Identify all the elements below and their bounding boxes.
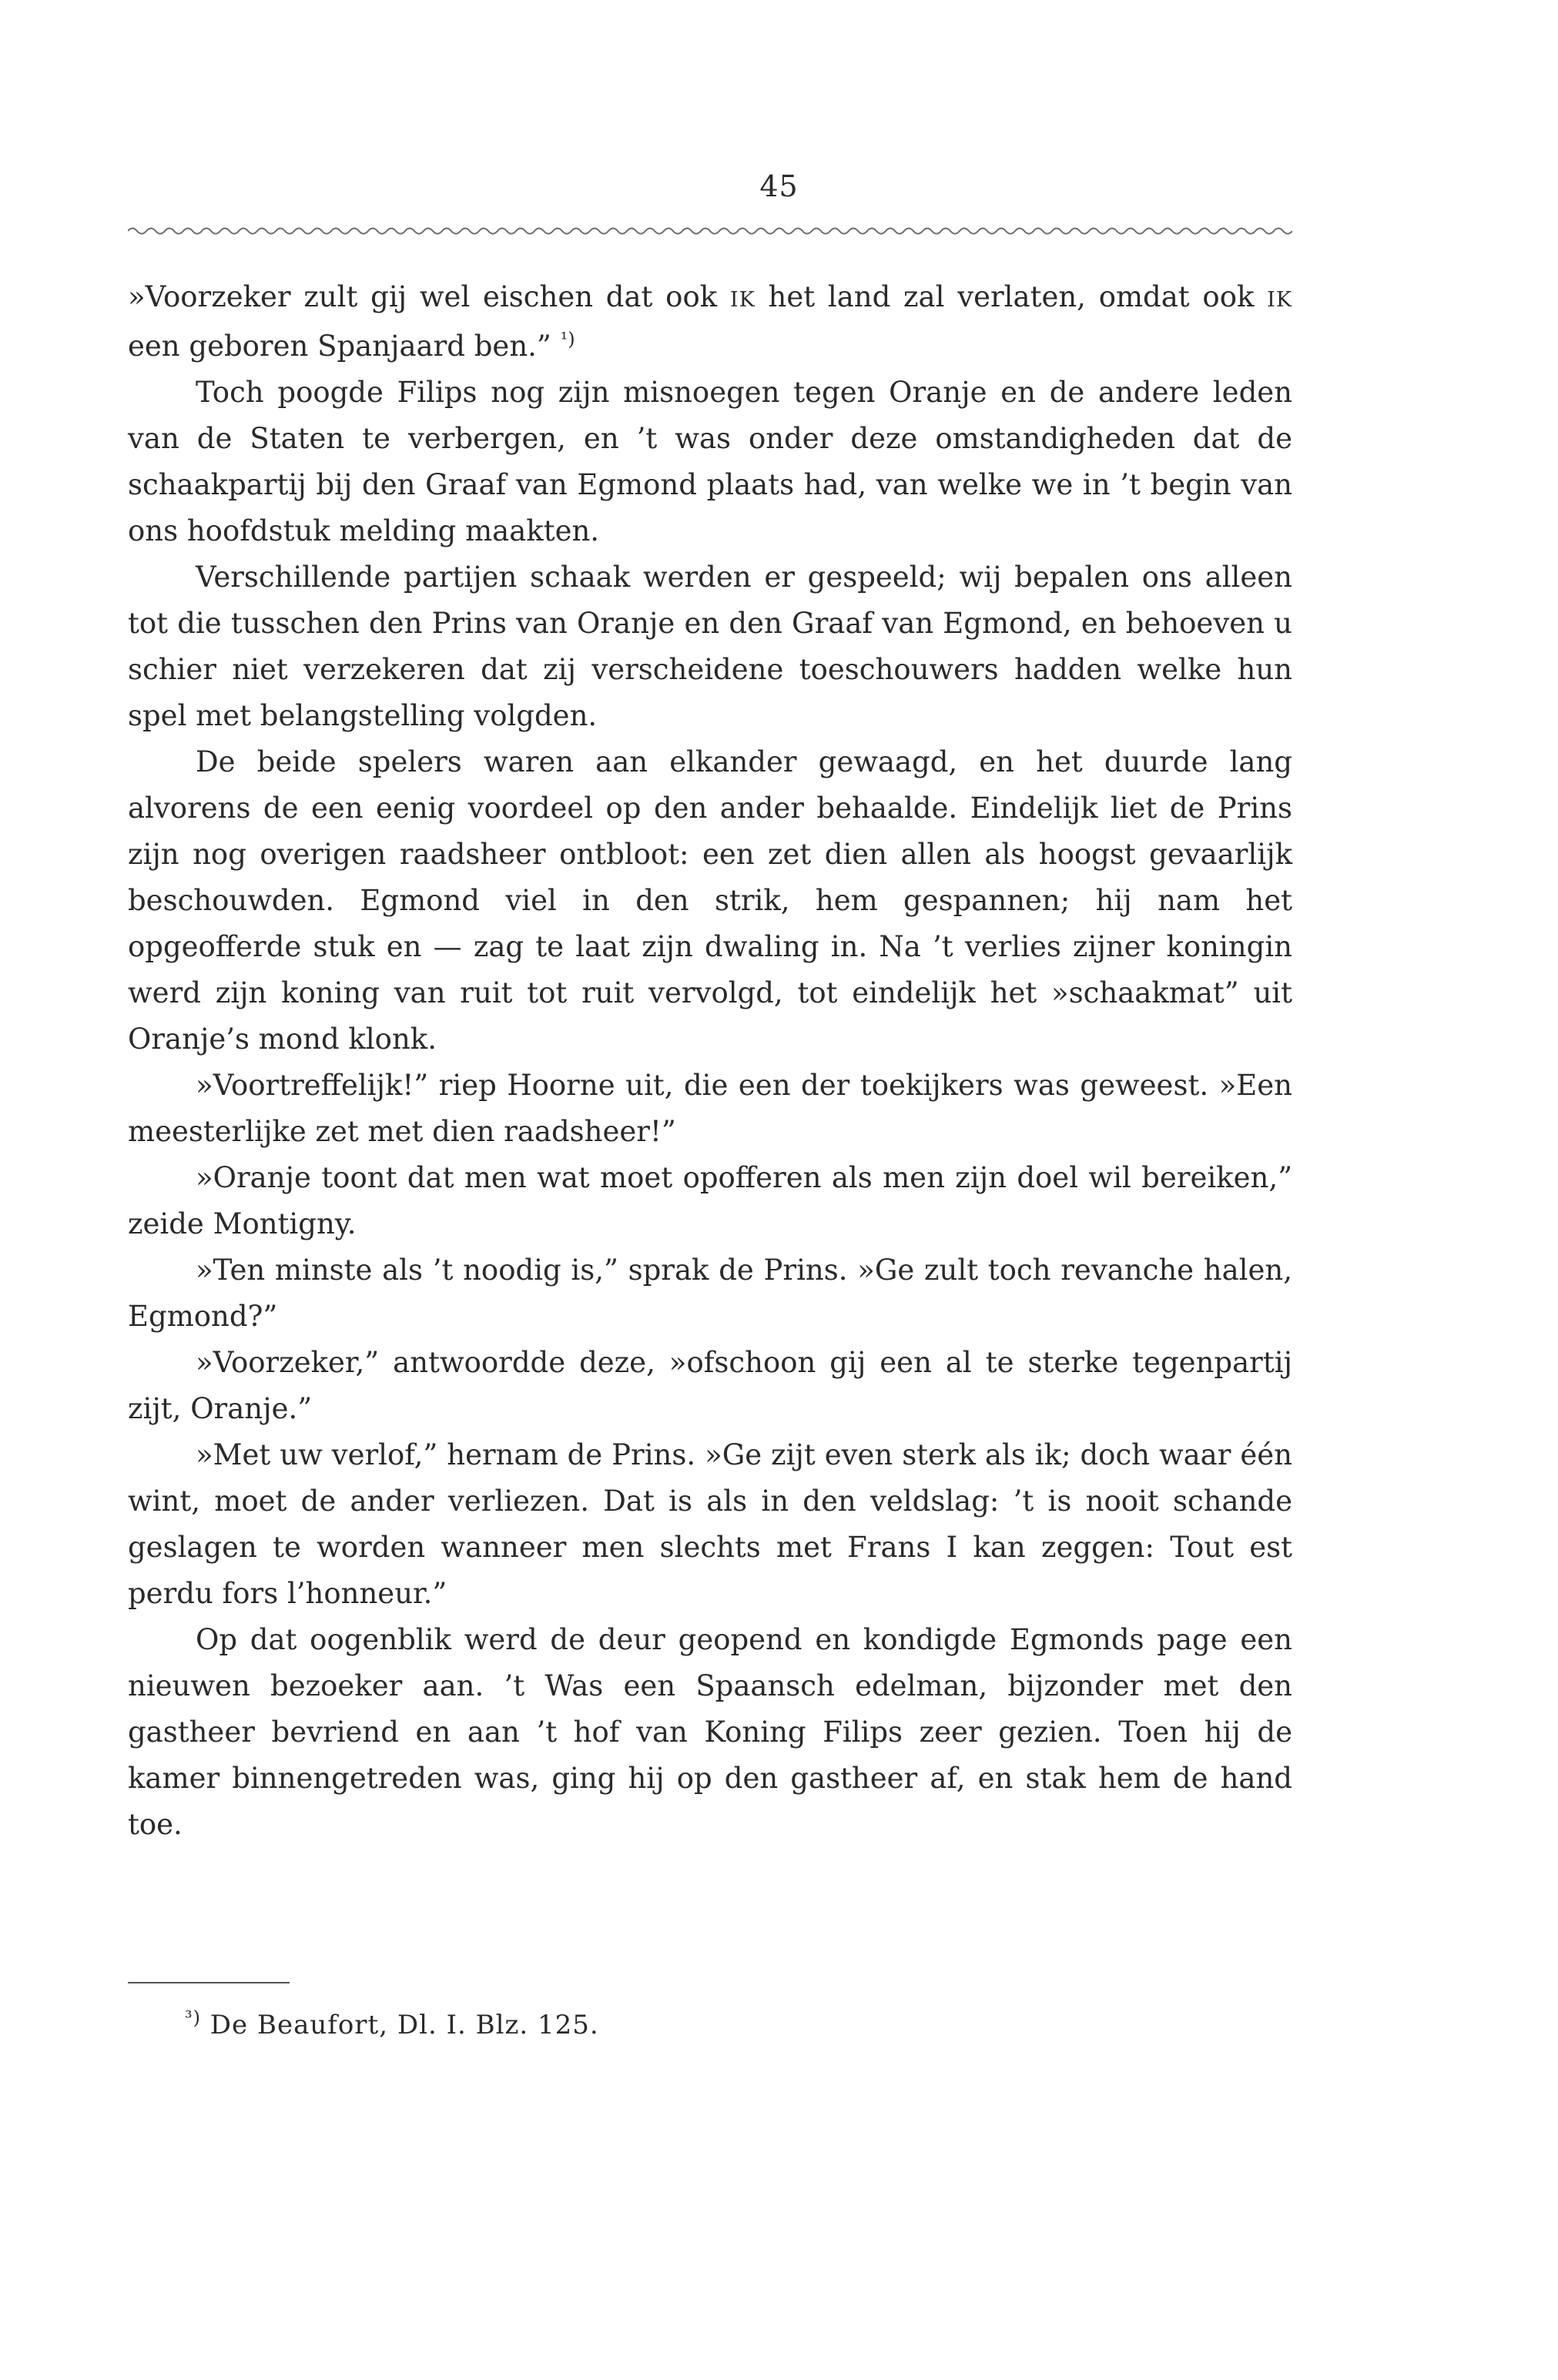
footnote-text: De Beaufort, Dl. I. Blz. 125.: [200, 2010, 599, 2040]
footnote-marker: ³): [185, 2007, 201, 2029]
paragraph: »Voorzeker,” antwoordde deze, »ofschoon gij een al te sterke tegenpartij zijt, Oranje.”: [128, 1346, 1292, 1425]
decorative-wavy-rule: [128, 223, 1292, 239]
paragraph: »Ten minste als ’t noodig is,” sprak de Prins. »Ge zult toch revanche halen, Egmond?”: [128, 1254, 1292, 1333]
paragraph: Op dat oogenblik werd de deur geopend en kondigde Egmonds page een nieuwen bezoeker aan. ’t Was een Spaansch edelman, bijzonder met den gastheer bevriend en aan ’t hof van Koning Filips zeer gezien. Toen hij de kamer binnengetreden was, ging hij op den gastheer af, en stak hem de hand toe.: [128, 1623, 1292, 1841]
body-text: [128, 274, 1292, 1848]
page-number: 45: [759, 169, 799, 203]
paragraph: Verschillende partijen schaak werden er gespeeld; wij bepalen ons alleen tot die tusschen den Prins van Oranje en den Graaf van Egmond, en behoeven u schier niet verzekeren dat zij verscheidene toeschouwers hadden welke hun spel met belangstelling volgden.: [128, 561, 1292, 732]
paragraph: »Oranje toont dat men wat moet opofferen als men zijn doel wil bereiken,” zeide Montigny.: [128, 1161, 1292, 1240]
footnote-reference: ¹): [560, 328, 575, 350]
paragraph: Toch poogde Filips nog zijn misnoegen tegen Oranje en de andere leden van de Staten te verbergen, en ’t was onder deze omstandigheden dat de schaakpartij bij den Graaf van Egmond plaats had, van welke we in ’t begin van ons hoofdstuk melding maakten.: [128, 376, 1292, 547]
footnote: [185, 2007, 599, 2040]
footnote-rule: [128, 1982, 290, 1983]
paragraph: »Voorzeker zult gij wel eischen dat ook IK het land zal verlaten, omdat ook IK een geboren Spanjaard ben.” $^{^1)}$: [128, 280, 1292, 363]
paragraph: »Met uw verlof,” hernam de Prins. »Ge zijt even sterk als ik; doch waar één wint, moet de ander verliezen. Dat is als in den veldslag: ’t is nooit schande geslagen te worden wanneer men slechts met Frans I kan zeggen: Tout est perdu fors l’honneur.”: [128, 1438, 1292, 1610]
paragraph: »Voortreffelijk!” riep Hoorne uit, die een der toekijkers was geweest. »Een meesterlijke zet met dien raadsheer!”: [128, 1069, 1292, 1148]
paragraph: De beide spelers waren aan elkander gewaagd, en het duurde lang alvorens de een eenig voordeel op den ander behaalde. Eindelijk liet de Prins zijn nog overigen raadsheer ontbloot: een zet dien allen als hoogst gevaarlijk beschouwden. Egmond viel in den strik, hem gespannen; hij nam het opgeofferde stuk en — zag te laat zijn dwaling in. Na ’t verlies zijner koningin werd zijn koning van ruit tot ruit vervolgd, tot eindelijk het »schaakmat” uit Oranje’s mond klonk.: [128, 745, 1292, 1056]
